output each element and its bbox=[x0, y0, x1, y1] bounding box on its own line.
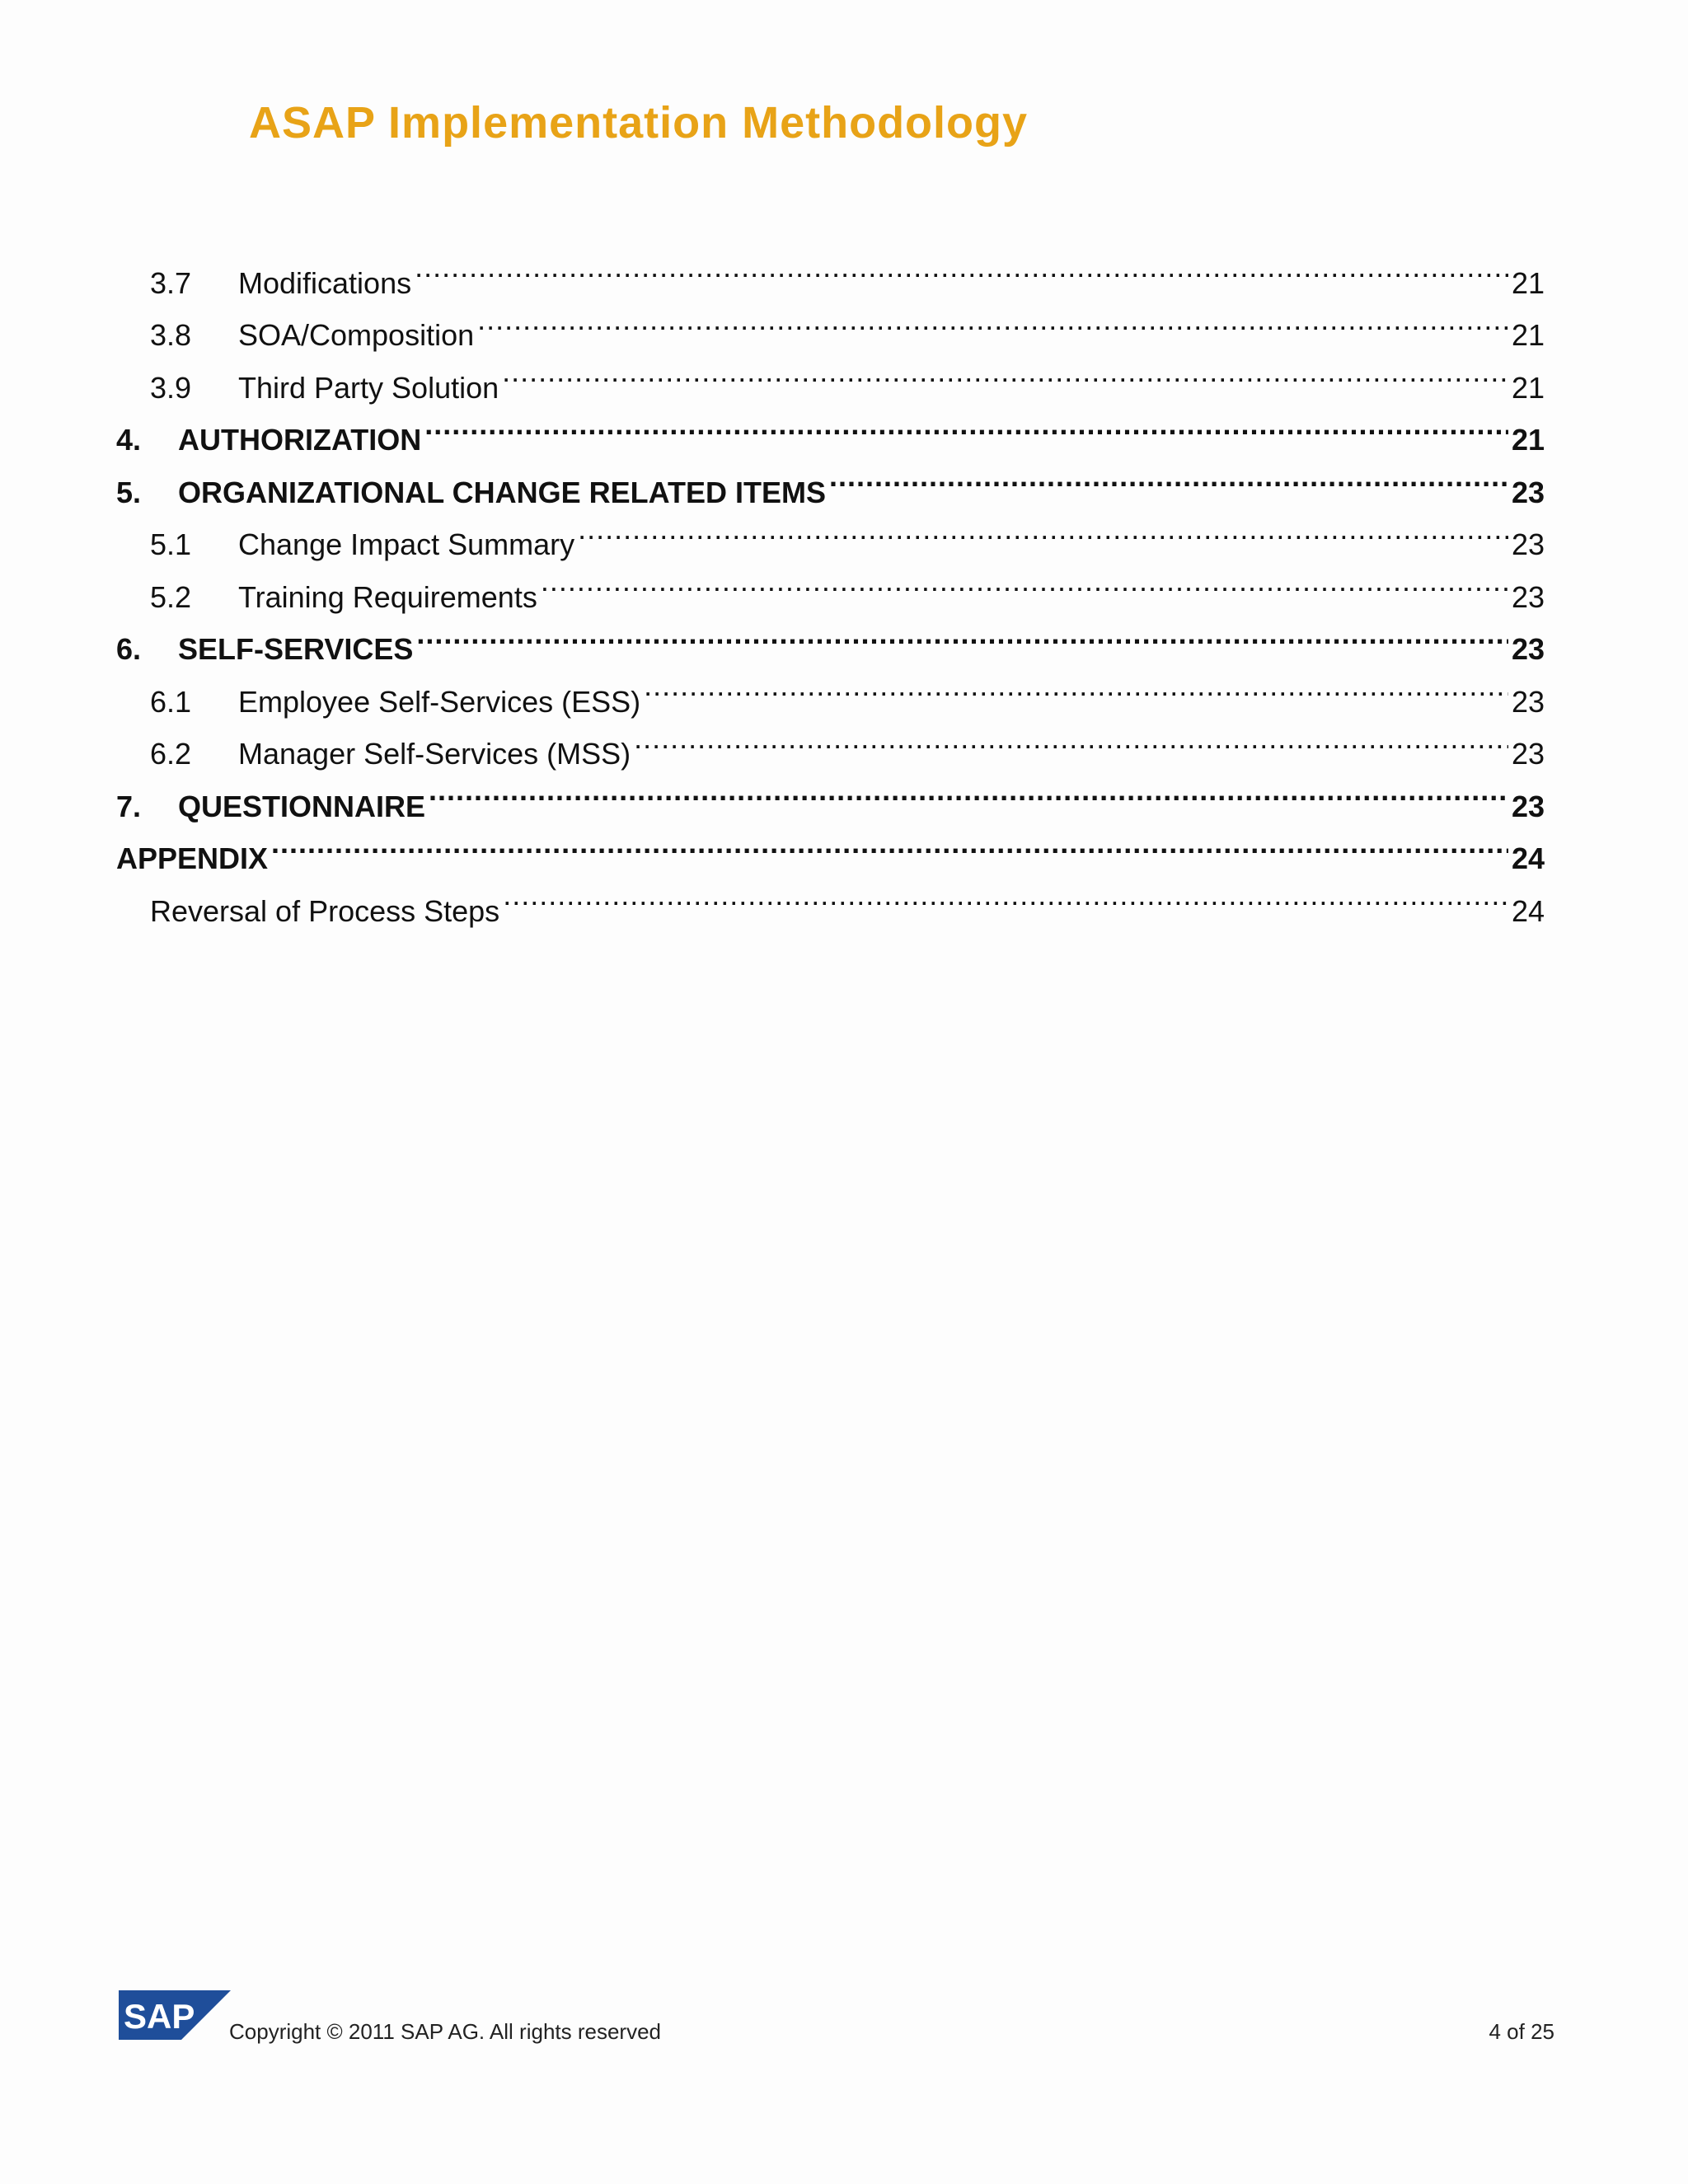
toc-entry-title: Manager Self-Services (MSS) bbox=[238, 737, 631, 771]
toc-entry-page: 23 bbox=[1511, 632, 1545, 666]
toc-entry-title: Third Party Solution bbox=[238, 370, 499, 405]
footer-copyright: Copyright © 2011 SAP AG. All rights reserved bbox=[229, 2019, 662, 2044]
toc-entry[interactable] bbox=[116, 869, 1545, 928]
toc-entry-number: 7. bbox=[116, 789, 142, 823]
toc-entry-number: 6.1 bbox=[150, 684, 192, 719]
toc-entry-title: Training Requirements bbox=[238, 579, 537, 614]
toc-entry-title: SELF-SERVICES bbox=[178, 632, 414, 666]
toc-entry-page: 23 bbox=[1511, 527, 1545, 561]
toc-entry-page: 24 bbox=[1511, 893, 1545, 928]
toc-entry-title: QUESTIONNAIRE bbox=[178, 789, 426, 823]
toc-entry-number: 6.2 bbox=[150, 737, 192, 771]
toc-entry-page: 23 bbox=[1511, 475, 1545, 509]
toc-entry-number: 3.9 bbox=[150, 370, 192, 405]
toc-leader-dots bbox=[415, 241, 1508, 293]
toc-entry-page: 23 bbox=[1511, 737, 1545, 771]
toc-entry-page: 23 bbox=[1511, 684, 1545, 719]
toc-entry-page: 21 bbox=[1511, 370, 1545, 405]
toc-leader-dots bbox=[429, 764, 1508, 817]
toc-leader-dots bbox=[634, 712, 1508, 765]
toc-leader-dots bbox=[271, 817, 1508, 869]
toc-entry-title: Employee Self-Services (ESS) bbox=[238, 684, 641, 719]
toc-entry-page: 21 bbox=[1511, 318, 1545, 352]
table-of-contents bbox=[116, 241, 1545, 928]
toc-entry-number: 6. bbox=[116, 632, 142, 666]
toc-entry-title: ORGANIZATIONAL CHANGE RELATED ITEMS bbox=[178, 475, 826, 509]
toc-entry-number: 3.7 bbox=[150, 265, 192, 300]
toc-entry-page: 23 bbox=[1511, 579, 1545, 614]
toc-leader-dots bbox=[829, 450, 1508, 503]
toc-entry-number: 4. bbox=[116, 423, 142, 457]
sap-logo-text: SAP bbox=[124, 1997, 195, 2036]
toc-leader-dots bbox=[477, 293, 1508, 346]
sap-logo-icon bbox=[119, 1987, 231, 2041]
toc-entry[interactable] bbox=[116, 817, 1545, 875]
toc-leader-dots bbox=[424, 398, 1508, 451]
toc-entry-title: Reversal of Process Steps bbox=[150, 893, 500, 928]
toc-entry-page: 24 bbox=[1511, 841, 1545, 875]
toc-entry-title: APPENDIX bbox=[116, 841, 269, 875]
document-title: ASAP Implementation Methodology bbox=[249, 98, 1029, 148]
toc-leader-dots bbox=[644, 659, 1508, 712]
toc-entry-number: 5.1 bbox=[150, 527, 192, 561]
toc-entry-title: SOA/Composition bbox=[238, 318, 475, 352]
toc-entry-title: Modifications bbox=[238, 265, 412, 300]
toc-entry-page: 21 bbox=[1511, 265, 1545, 300]
toc-entry-title: AUTHORIZATION bbox=[178, 423, 422, 457]
page-indicator: 4 of 25 bbox=[1489, 2019, 1554, 2044]
toc-leader-dots bbox=[502, 345, 1508, 398]
toc-leader-dots bbox=[416, 607, 1508, 660]
toc-entry-number: 5. bbox=[116, 475, 142, 509]
toc-leader-dots bbox=[578, 503, 1508, 555]
toc-leader-dots bbox=[503, 869, 1508, 921]
toc-entry-page: 21 bbox=[1511, 423, 1545, 457]
toc-entry-number: 3.8 bbox=[150, 318, 192, 352]
toc-leader-dots bbox=[541, 555, 1508, 607]
toc-entry-number: 5.2 bbox=[150, 579, 192, 614]
toc-entry-title: Change Impact Summary bbox=[238, 527, 575, 561]
toc-entry[interactable] bbox=[116, 241, 1545, 300]
toc-entry-page: 23 bbox=[1511, 789, 1545, 823]
